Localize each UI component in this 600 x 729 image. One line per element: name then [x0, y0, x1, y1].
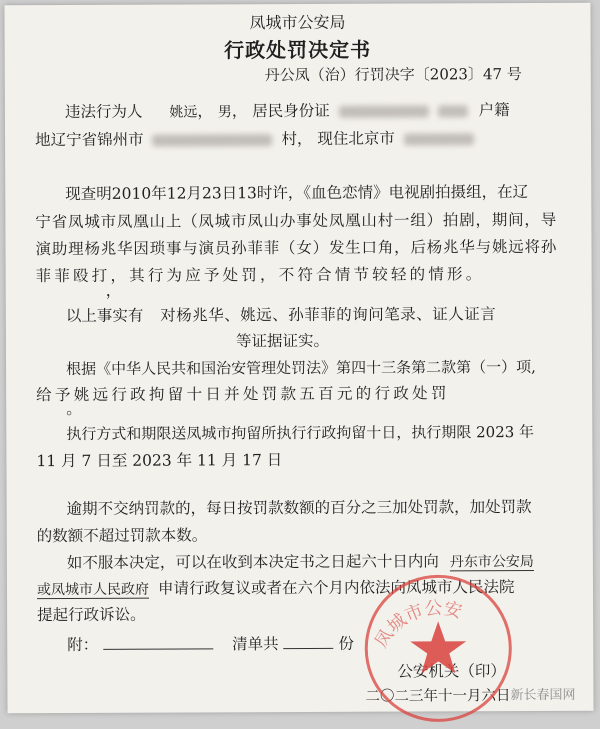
- document-number: 丹公凤（治）行罚决字〔2023〕47 号: [264, 65, 522, 85]
- signing-date: 二〇二三年十一月六日: [365, 688, 511, 705]
- household-prefix: 地辽宁省锦州市: [35, 130, 144, 150]
- basis-line-3: 。: [66, 399, 82, 419]
- execution-line-2: 11 月 7 日至 2023 年 11 月 17 日: [36, 451, 283, 471]
- document-title: 行政处罚决定书: [224, 37, 372, 63]
- list-label: 清单共: [232, 635, 279, 654]
- facts-line-4: 菲菲殴打，其行为应予处罚，不符合情节较轻的情形。: [35, 265, 485, 286]
- notice-line-4-text: 申请行政复议或者在六个月内依法向凤城市人民法院: [157, 578, 515, 598]
- party-line-2: [35, 126, 474, 150]
- id-label: 居民身份证: [252, 101, 330, 121]
- facts-line-1: 现查明2010年12月23日13时许，《血色恋情》电视剧拍摄组，在辽: [65, 182, 529, 204]
- watermark: 新长春国网: [510, 687, 576, 704]
- agency-name: 凤城市公安局: [249, 12, 346, 33]
- redacted-id: [339, 105, 429, 117]
- facts-line-2: 宁省凤城市凤凰山上（凤城市凤山办事处凤凰山村一组）拍剧，期间，导: [35, 210, 558, 232]
- official-seal: [359, 569, 518, 728]
- list-unit: 份: [338, 634, 355, 653]
- basis-line-2: 给予姚远行政拘留十日并处罚款五百元的行政处罚: [36, 384, 450, 405]
- redacted-address: [152, 134, 272, 147]
- signing-org: 公安机关（印）: [397, 662, 506, 681]
- redacted-id-2: [438, 105, 468, 117]
- basis-line-1: 根据《中华人民共和国治安管理处罚法》第四十三条第二款第（一）项,: [66, 357, 536, 379]
- attachment-line: [67, 632, 354, 655]
- notice-line-1: 逾期不交纳罚款的，每日按罚款数额的百分之三加处罚款，加处罚款: [66, 497, 532, 519]
- execution-line-1: 执行方式和期限送凤城市拘留所执行行政拘留十日，执行期限 2023 年: [66, 422, 535, 444]
- notice-line-2: 的数额不超过罚款本数。: [36, 526, 208, 546]
- evidence-line-2: 等证据证实。: [235, 331, 329, 351]
- review-agency-1: 丹东市公安局: [449, 553, 534, 571]
- attachment-label: 附：: [67, 635, 99, 655]
- evidence-line-1: [66, 302, 497, 326]
- attachment-blank: [103, 648, 213, 649]
- seal-text: 凤城市公安: [370, 597, 464, 652]
- evidence-value-1: 对杨兆华、姚远、孙菲菲的询问笔录、证人证言: [160, 305, 497, 325]
- party-label: 违法行为人: [64, 102, 143, 122]
- party-name: 姚远: [169, 104, 198, 121]
- notice-line-5: 提起行政诉讼。: [37, 605, 146, 625]
- facts-line-5: ，: [105, 281, 122, 300]
- evidence-prefix: 以上事实有: [65, 306, 144, 326]
- notice-line-3-text: 如不服本决定，可以在收到本决定书之日起六十日内向: [66, 552, 439, 573]
- party-gender: 男: [217, 104, 232, 121]
- review-agency-2: 或凤城市人民政府: [36, 581, 150, 599]
- seal-star-icon: [410, 621, 466, 673]
- redacted-current-address: [404, 133, 474, 145]
- list-count-blank: [284, 648, 334, 649]
- current-address-label: 现住北京市: [317, 129, 395, 148]
- document-page: [4, 3, 593, 714]
- facts-line-3: 演助理杨兆华因琐事与演员孙菲菲（女）发生口角，后杨兆华与姚远将孙: [35, 237, 558, 259]
- party-line-1: 违法行为人 姚远， 男， 居民身份证 户籍: [64, 101, 510, 122]
- household-label: 户籍: [478, 101, 510, 120]
- village-suffix: 村，: [281, 129, 313, 149]
